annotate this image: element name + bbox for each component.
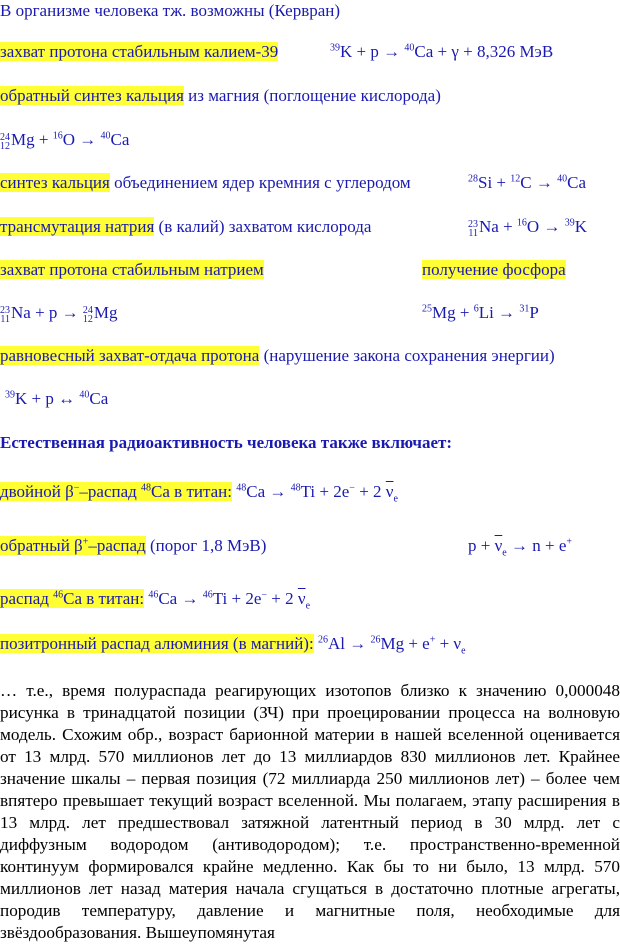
row-double-beta: двойной β−–распад $^{48}$Ca в титан: $^{48}$Ca → $^{48}$Ti + 2e− + 2 $\overline{\nu}_e$ (0, 482, 398, 505)
highlight-label: захват протона стабильным калием-39 (0, 42, 279, 61)
equation-na-p: 23 11 Na + p → 24 12 Mg (0, 303, 118, 325)
equation-p-nu: $p + \overline{\nu}_e \to n + e^+$ (468, 536, 573, 559)
row-inverse-beta: обратный β+–распад (порог 1,8 МэВ) (0, 536, 267, 555)
section-heading: Естественная радиоактивность человека также включает: (0, 433, 453, 452)
equation-k39: $^{39}$K + p → $^{40}$Ca + γ + 8,326 МэВ (330, 42, 554, 61)
equation-mg-o: 24 12 Mg + $^{16}$O → $^{40}$Ca (0, 130, 130, 152)
row-positron-decay: позитронный распад алюминия (в магний): $^{26}Al \to ^{26}Mg + e^+ + \nu_e$ (0, 634, 466, 657)
row-sodium-proton: захват протона стабильным натрием (0, 260, 264, 279)
heading: В организме человека тж. возможны (Керврaн) (0, 1, 341, 20)
equation-mg-li: $^{25}$Mg + $^6$Li → $^{31}$P (422, 303, 539, 322)
equation-si-c: $^{28}$Si + $^{12}$C → $^{40}$Ca (468, 173, 586, 192)
row-phosphorus: получение фосфора (422, 260, 566, 279)
row-sodium-transmutation: трансмутация натрия (в калий) захватом кислорода (0, 217, 372, 236)
equation-na-o: 23 11 Na + $^{16}$O → $^{39}$K (468, 217, 587, 239)
body-paragraph: … т.е., время полураспада реагирующих изотопов близко к значению 0,000048 рисунка в тринадцатой позиции (ЗЧ) при проецировании процесса на волновую модель. Схожим обр., возраст барионной материи в нашей вселенной оценивается от 13 млрд. 570 миллионов лет до 13 миллиардов 830 миллионов лет. Крайнее значение шкалы – первая позиция (72 миллиарда 250 миллионов лет) – более чем впятеро превышает текущий возраст вселенной. Мы полагаем, этапу расширения в 13 млрд. лет предшествовал затяжной латентный период в 30 млрд. лет с диффузным водородом (антиводородом); т.е. пространственно-временной континуум формировался крайне медленно. Как бы то ни было, 13 млрд. 570 миллионов лет назад материя начала сгущаться в достаточно плотные агрегаты, породив температуру, давление и магнитные поля, необходимые для звёздообразования. Вышеупомянутая (0, 681, 620, 942)
row-equilibrium-proton: равновесный захват-отдача протона (нарушение закона сохранения энергии) (0, 346, 555, 365)
equation-k-equilibrium: $^{39}$K + p ↔ $^{40}$Ca (5, 389, 109, 408)
row-reverse-calcium: обратный синтез кальция из магния (поглощение кислорода) (0, 86, 441, 105)
row-ca46-decay: распад $^{46}$Ca в титан: $^{46}$Ca → $^{46}$Ti + 2e− + 2 $\overline{\nu}_e$ (0, 589, 311, 612)
row-calcium-synthesis: синтез кальция объединением ядер кремния с углеродом (0, 173, 411, 192)
row-potassium-proton (0, 41, 278, 63)
